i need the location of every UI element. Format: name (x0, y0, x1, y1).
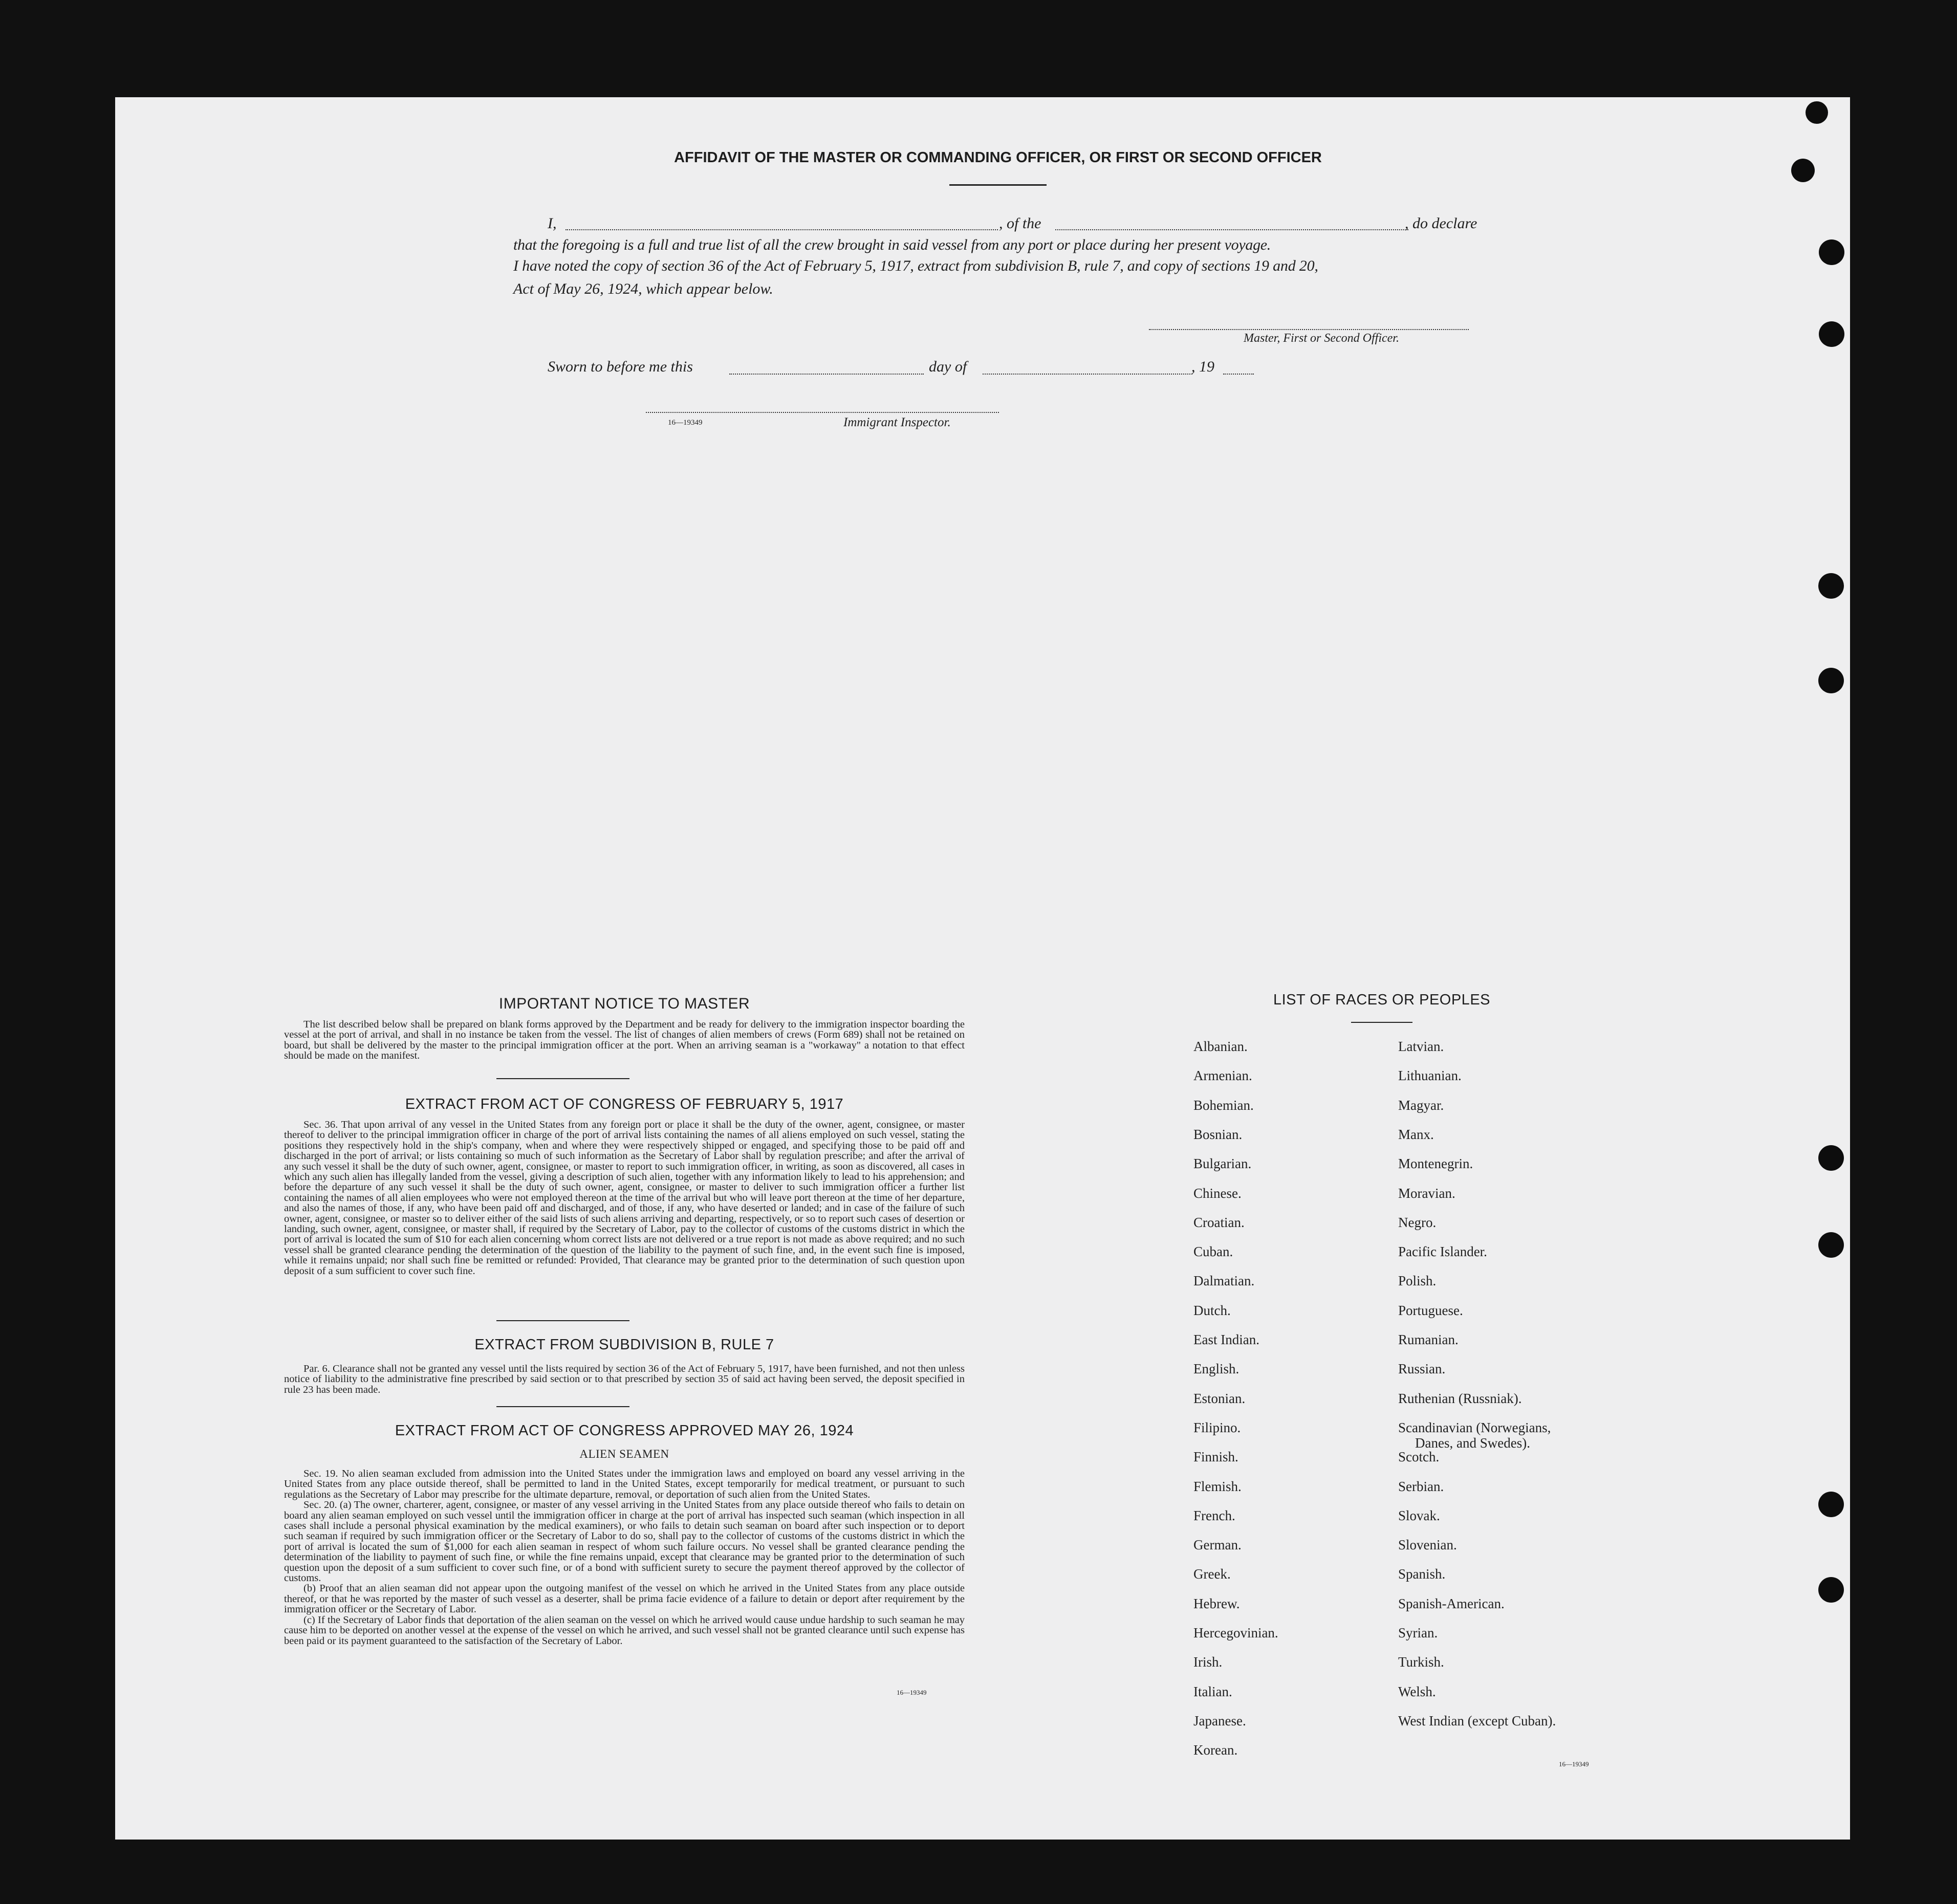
race-item: Dutch. (1193, 1302, 1231, 1318)
binder-hole (1819, 321, 1844, 347)
race-item: Turkish. (1398, 1654, 1444, 1670)
binder-hole (1818, 668, 1844, 693)
binder-hole (1791, 159, 1815, 182)
binder-hole (1818, 573, 1844, 599)
declare-suffix: , do declare (1405, 215, 1477, 232)
race-item: Bulgarian. (1193, 1156, 1252, 1172)
binder-hole (1818, 1577, 1844, 1603)
race-item: Cuban. (1193, 1244, 1233, 1260)
race-item: Negro. (1398, 1214, 1437, 1230)
section-divider (496, 1406, 629, 1407)
notice-text: The list described below shall be prepared on blank forms approved by the Department and be ready for delivery to the immigration inspector boarding the vessel at the port of arrival, and shall in no instance be taken from the vessel. The list of changes of alien members of crews (Form 689) shall not be retained on board, but shall be delivered by the master to the principal immigration officer at the port. When an arriving seaman is a "workaway" a notation to that effect should be made on the manifest. (284, 1019, 965, 1062)
race-item: Chinese. (1193, 1185, 1242, 1201)
form-number: 16—19349 (668, 419, 703, 427)
inspector-label: Immigrant Inspector. (843, 415, 951, 429)
notice-text-block (284, 1019, 965, 1061)
inspector-signature-field[interactable] (646, 412, 999, 413)
race-item: Scandinavian (Norwegians, (1398, 1419, 1551, 1435)
alien-seamen-subtitle: ALIEN SEAMEN (579, 1448, 669, 1460)
extract-1924-text-block (284, 1469, 965, 1646)
race-item: Montenegrin. (1398, 1156, 1473, 1172)
race-item: Syrian. (1398, 1625, 1438, 1640)
race-item: Finnish. (1193, 1449, 1238, 1465)
vessel-name-field[interactable] (1055, 229, 1408, 230)
form-number: 16—19349 (1559, 1760, 1589, 1768)
sworn-month-field[interactable] (983, 374, 1192, 375)
race-item: Welsh. (1398, 1683, 1436, 1699)
race-item: German. (1193, 1537, 1242, 1553)
race-item: Russian. (1398, 1361, 1446, 1377)
race-item: Irish. (1193, 1654, 1223, 1670)
race-item: Croatian. (1193, 1214, 1245, 1230)
declarant-prefix: I, (548, 215, 557, 232)
race-item: English. (1193, 1361, 1240, 1377)
sworn-year-field[interactable] (1223, 374, 1254, 375)
title-divider (1351, 1022, 1412, 1023)
race-item: Spanish. (1398, 1566, 1446, 1582)
rule7-text-block (284, 1364, 965, 1395)
extract-1924-title: EXTRACT FROM ACT OF CONGRESS APPROVED MAY 26, 1924 (395, 1422, 854, 1439)
race-item: Lithuanian. (1398, 1068, 1462, 1084)
race-item: French. (1193, 1507, 1235, 1523)
race-item: Estonian. (1193, 1390, 1246, 1406)
race-item: Rumanian. (1398, 1332, 1459, 1347)
race-item: Serbian. (1398, 1478, 1444, 1494)
race-item: West Indian (except Cuban). (1398, 1713, 1556, 1728)
race-item: Hebrew. (1193, 1595, 1240, 1611)
declarant-name-field[interactable] (566, 229, 998, 230)
binder-hole (1818, 1145, 1844, 1171)
sec20b-text: (b) Proof that an alien seaman did not appear upon the outgoing manifest of the vessel on which he arrived in the United States from any place outside thereof, or that he was reported by the master of such vessel as a deserter, shall be prima facie evidence of a failure to detain or deport after requirement by the immigration officer or the Secretary of Labor. (284, 1583, 965, 1615)
sworn-year: , 19 (1191, 358, 1214, 375)
race-item: Manx. (1398, 1126, 1434, 1142)
affidavit-statement-line: I have noted the copy of section 36 of the Act of February 5, 1917, extract from subdivision B, rule 7, and copy of sections 19 and 20, (513, 257, 1318, 274)
race-item: Portuguese. (1398, 1302, 1463, 1318)
race-item: East Indian. (1193, 1332, 1259, 1347)
affidavit-statement-line: Act of May 26, 1924, which appear below. (513, 280, 773, 297)
rule7-text: Par. 6. Clearance shall not be granted any vessel until the lists required by section 36 of the Act of February 5, 1917, have been furnished, and not then unless notice of liability to the administrative fine prescribed by said section or to that prescribed by section 35 of said act having been served, the deposit specified in rule 23 has been made. (284, 1363, 965, 1395)
race-item: Flemish. (1193, 1478, 1242, 1494)
extract-1917-text: Sec. 36. That upon arrival of any vessel in the United States from any foreign port or place it shall be the duty of the owner, agent, consignee, or master thereof to deliver to the principal immigration officer in charge of the port of arrival lists containing the names of all aliens employed on such vessel, stating the positions they respectively hold in the ship's company, when and where they were respectively shipped or engaged, and specifying those to be paid off and discharged in the port of arrival; or lists containing so much of such information as the Secretary of Labor shall by regulation prescribe; and after the arrival of any such vessel it shall be the duty of such owner, agent, consignee, or master to report to such immigration officer, in writing, as soon as discovered, all cases in which any such alien has illegally landed from the vessel, giving a description of such alien, together with any information likely to lead to his apprehension; and before the departure of any such vessel it shall be the duty of such owner, agent, consignee, or master to deliver to such immigration officer a further list containing the names of all alien employees who were not employed thereon at the time of the arrival but who will leave port thereon at the time of her departure, and also the names of those, if any, who have been paid off and discharged, and of those, if any, who have deserted or landed; and in case of the failure of such owner, agent, consignee, or master so to deliver either of the said lists of such aliens arriving and departing, respectively, or so to report such cases of desertion or landing, such owner, agent, consignee, or master shall, if required by the Secretary of Labor, pay to the collector of customs of the customs district in which the port of arrival is located the sum of $10 for each alien concerning whom correct lists are not delivered or a true report is not made as above required; and no such vessel shall be granted clearance pending the determination of the question of the liability to the payment of such fine, and, in the event such fine is imposed, while it remains unpaid; nor shall such fine be remitted or refunded: Provided, That clearance may be granted prior to the determination of such question upon deposit of a sum sufficient to cover such fine. (284, 1119, 965, 1277)
binder-hole (1806, 101, 1828, 124)
form-number: 16—19349 (897, 1689, 927, 1696)
affidavit-title: AFFIDAVIT OF THE MASTER OR COMMANDING OFFICER, OR FIRST OR SECOND OFFICER (674, 149, 1322, 166)
race-item: Slovak. (1398, 1507, 1440, 1523)
sec20c-text: (c) If the Secretary of Labor finds that deportation of the alien seaman on the vessel on which he arrived would cause undue hardship to such seaman he may cause him to be deported on another vessel at the expense of the vessel on which he arrived, and such vessel shall not be granted clearance until such expense has been paid or its payment guaranteed to the satisfaction of the Secretary of Labor. (284, 1614, 965, 1647)
section-divider (496, 1320, 629, 1321)
race-item: Spanish-American. (1398, 1595, 1505, 1611)
race-item: Magyar. (1398, 1097, 1444, 1113)
race-item: Albanian. (1193, 1039, 1248, 1054)
binder-hole (1819, 239, 1844, 265)
race-item: Bosnian. (1193, 1126, 1243, 1142)
extract-1917-title: EXTRACT FROM ACT OF CONGRESS OF FEBRUARY 5, 1917 (405, 1096, 844, 1112)
race-item: Danes, and Swedes). (1415, 1435, 1530, 1451)
section-divider (496, 1078, 629, 1079)
sworn-day-field[interactable] (729, 374, 924, 375)
race-item: Scotch. (1398, 1449, 1440, 1465)
race-item: Latvian. (1398, 1039, 1444, 1054)
notice-title: IMPORTANT NOTICE TO MASTER (498, 995, 750, 1012)
races-title: LIST OF RACES OR PEOPLES (1273, 992, 1491, 1008)
race-item: Slovenian. (1398, 1537, 1457, 1553)
extract-1917-text-block (284, 1120, 965, 1276)
race-item: Korean. (1193, 1742, 1238, 1758)
race-item: Bohemian. (1193, 1097, 1254, 1113)
race-item: Filipino. (1193, 1419, 1241, 1435)
affidavit-statement-line: that the foregoing is a full and true list of all the crew brought in said vessel from any port or place during her present voyage. (513, 236, 1271, 253)
race-item: Pacific Islander. (1398, 1244, 1487, 1260)
sworn-day-of: day of (929, 358, 967, 375)
sworn-prefix: Sworn to before me this (548, 358, 693, 375)
binder-hole (1818, 1232, 1844, 1258)
sec20a-text: Sec. 20. (a) The owner, charterer, agent, consignee, or master of any vessel arriving in the United States from any place outside thereof who fails to detain on board any alien seaman employed on such vessel until the immigration officer in charge at the port of arrival has inspected such seaman (which inspection in all cases shall include a personal physical examination by the medical examiners), or who fails to detain such seaman on board after such inspection or to deport such seaman if required by such immigration officer or the Secretary of Labor to do so, shall pay to the collector of customs of the customs district in which the port of arrival is located the sum of $1,000 for each alien seaman in respect of whom such failure occurs. No vessel shall be granted clearance pending the determination of the liability to payment of such fine, or while the fine remains unpaid, except that clearance may be granted prior to the determination of such question upon the deposit of a sum sufficient to cover such fine, or of a bond with sufficient surety to secure the payment thereof approved by the collector of customs. (284, 1499, 965, 1584)
race-item: Ruthenian (Russniak). (1398, 1390, 1522, 1406)
master-signature-field[interactable] (1149, 329, 1469, 330)
sec19-text: Sec. 19. No alien seaman excluded from admission into the United States under the immigration laws and employed on board any vessel arriving in the United States from any place outside thereof, shall be permitted to land in the United States, except temporarily for medical treatment, or pursuant to such regulations as the Secretary of Labor may prescribe for the ultimate departure, removal, or deportation of such alien from the United States. (284, 1468, 965, 1500)
rule7-title: EXTRACT FROM SUBDIVISION B, RULE 7 (474, 1337, 774, 1353)
vessel-prefix: , of the (999, 215, 1041, 232)
race-item: Hercegovinian. (1193, 1625, 1278, 1640)
title-divider (949, 184, 1047, 186)
race-item: Polish. (1398, 1273, 1437, 1289)
master-signature-label: Master, First or Second Officer. (1244, 332, 1399, 345)
race-item: Moravian. (1398, 1185, 1455, 1201)
race-item: Japanese. (1193, 1713, 1246, 1728)
race-item: Armenian. (1193, 1068, 1252, 1084)
race-item: Italian. (1193, 1683, 1232, 1699)
binder-hole (1818, 1492, 1844, 1517)
race-item: Dalmatian. (1193, 1273, 1255, 1289)
race-item: Greek. (1193, 1566, 1231, 1582)
